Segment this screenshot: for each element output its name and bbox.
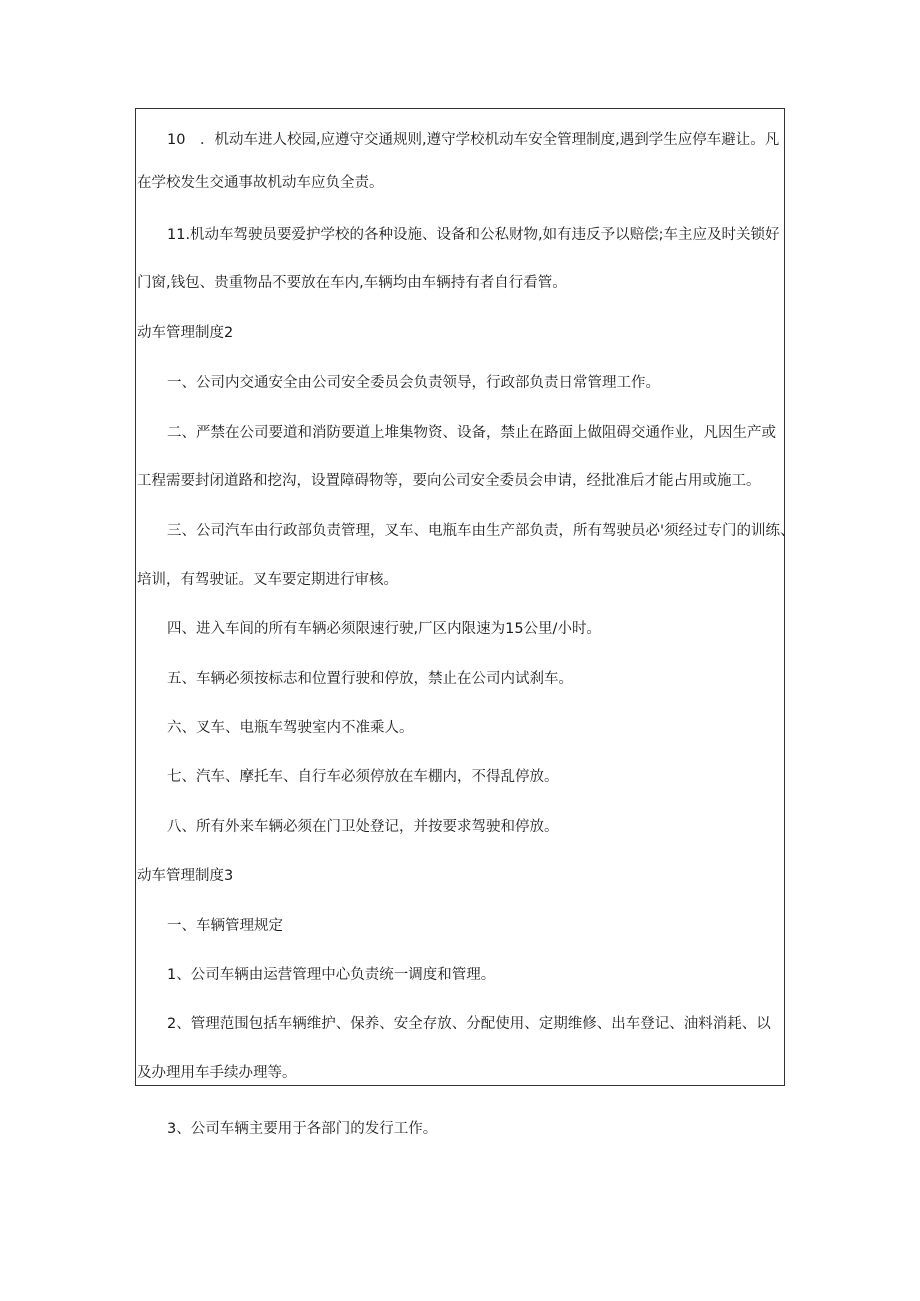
rule-item-5: 五、车辆必须按标志和位置行驶和停放，禁止在公司内试刹车。 <box>167 671 573 687</box>
rule-item-2-line1: 二、严禁在公司要道和消防要道上堆集物资、设备，禁止在路面上做阻碍交通作业，凡因生产或 <box>167 425 776 441</box>
rule-item-3-line2: 培训，有驾驶证。叉车要定期进行审核。 <box>137 572 398 588</box>
clause-item-2-line2: 及办理用车手续办理等。 <box>137 1065 297 1081</box>
section-heading-3: 动车管理制度3 <box>137 868 234 884</box>
rule-item-1: 一、公司内交通安全由公司安全委员会负责领导，行政部负责日常管理工作。 <box>167 375 660 391</box>
clause-item-2-line1: 2、管理范围包括车辆维护、保养、安全存放、分配使用、定期维修、出车登记、油料消耗、以 <box>167 1016 771 1032</box>
paragraph-item-11-line1: 11.机动车驾驶员要爱护学校的各种设施、设备和公私财物,如有违反予以赔偿;车主应及时关锁好 <box>167 227 780 243</box>
paragraph-item-10-line1: 10 ．机动车进人校园,应遵守交通规则,遵守学校机动车安全管理制度,遇到学生应停车避让。凡 <box>167 132 780 148</box>
paragraph-item-10-line2: 在学校发生交通事故机动车应负全责。 <box>137 175 384 191</box>
clause-item-3: 3、公司车辆主要用于各部门的发行工作。 <box>167 1121 438 1137</box>
rule-item-8: 八、所有外来车辆必须在门卫处登记，并按要求驾驶和停放。 <box>167 819 559 835</box>
clause-item-1: 1、公司车辆由运营管理中心负责统一调度和管理。 <box>167 967 496 983</box>
rule-item-6: 六、叉车、电瓶车驾驶室内不准乘人。 <box>167 720 414 736</box>
section-heading-2: 动车管理制度2 <box>137 325 234 341</box>
subsection-title: 一、车辆管理规定 <box>167 918 283 934</box>
table-border <box>135 108 785 1086</box>
rule-item-4: 四、进入车间的所有车辆必须限速行驶,厂区内限速为15公里/小时。 <box>167 621 601 637</box>
rule-item-7: 七、汽车、摩托车、自行车必须停放在车棚内，不得乱停放。 <box>167 769 559 785</box>
paragraph-item-11-line2: 门窗,钱包、贵重物品不要放在车内,车辆均由车辆持有者自行看管。 <box>137 275 567 291</box>
rule-item-2-line2: 工程需要封闭道路和挖沟，设置障碍物等，要向公司安全委员会申请，经批准后才能占用或施工。 <box>137 473 761 489</box>
rule-item-3-line1: 三、公司汽车由行政部负责管理，叉车、电瓶车由生产部负责，所有驾驶员必'须经过专门的训练、 <box>167 523 795 539</box>
